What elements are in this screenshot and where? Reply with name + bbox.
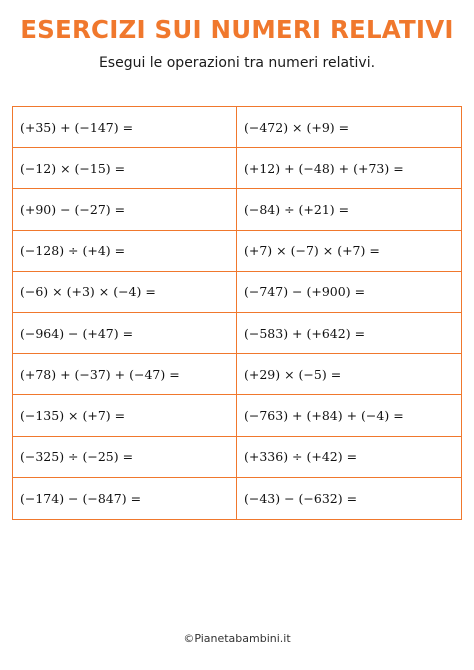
exercise-cell: (−964) − (+47) = [13, 313, 237, 354]
exercise-cell: (−583) + (+642) = [237, 313, 461, 354]
exercise-cell: (+78) + (−37) + (−47) = [13, 354, 237, 395]
exercise-cell: (−472) × (+9) = [237, 107, 461, 148]
site-credit: ©Pianetabambini.it [183, 632, 291, 645]
exercise-cell: (−84) ÷ (+21) = [237, 189, 461, 230]
exercise-cell: (+90) − (−27) = [13, 189, 237, 230]
exercise-cell: (+7) × (−7) × (+7) = [237, 231, 461, 272]
exercise-table [12, 106, 462, 520]
exercise-cell: (−135) × (+7) = [13, 395, 237, 436]
page-title: ESERCIZI SUI NUMERI RELATIVI [20, 15, 454, 44]
exercise-cell: (+29) × (−5) = [237, 354, 461, 395]
instructions: Esegui le operazioni tra numeri relativi. [98, 55, 376, 71]
exercise-cell: (−747) − (+900) = [237, 272, 461, 313]
exercise-cell: (−43) − (−632) = [244, 490, 358, 506]
exercise-cell: (+12) + (−48) + (+73) = [237, 148, 461, 189]
exercise-cell: (−6) × (+3) × (−4) = [13, 272, 237, 313]
exercise-cell: (−174) − (−847) = [13, 478, 237, 519]
exercise-cell: (+336) ÷ (+42) = [237, 437, 461, 478]
exercise-cell: (−325) ÷ (−25) = [13, 437, 237, 478]
exercise-cell: (−128) ÷ (+4) = [13, 231, 237, 272]
exercise-cell: (−763) + (+84) + (−4) = [237, 395, 461, 436]
exercise-cell: (−12) × (−15) = [13, 148, 237, 189]
exercise-cell: (+35) + (−147) = [13, 107, 237, 148]
